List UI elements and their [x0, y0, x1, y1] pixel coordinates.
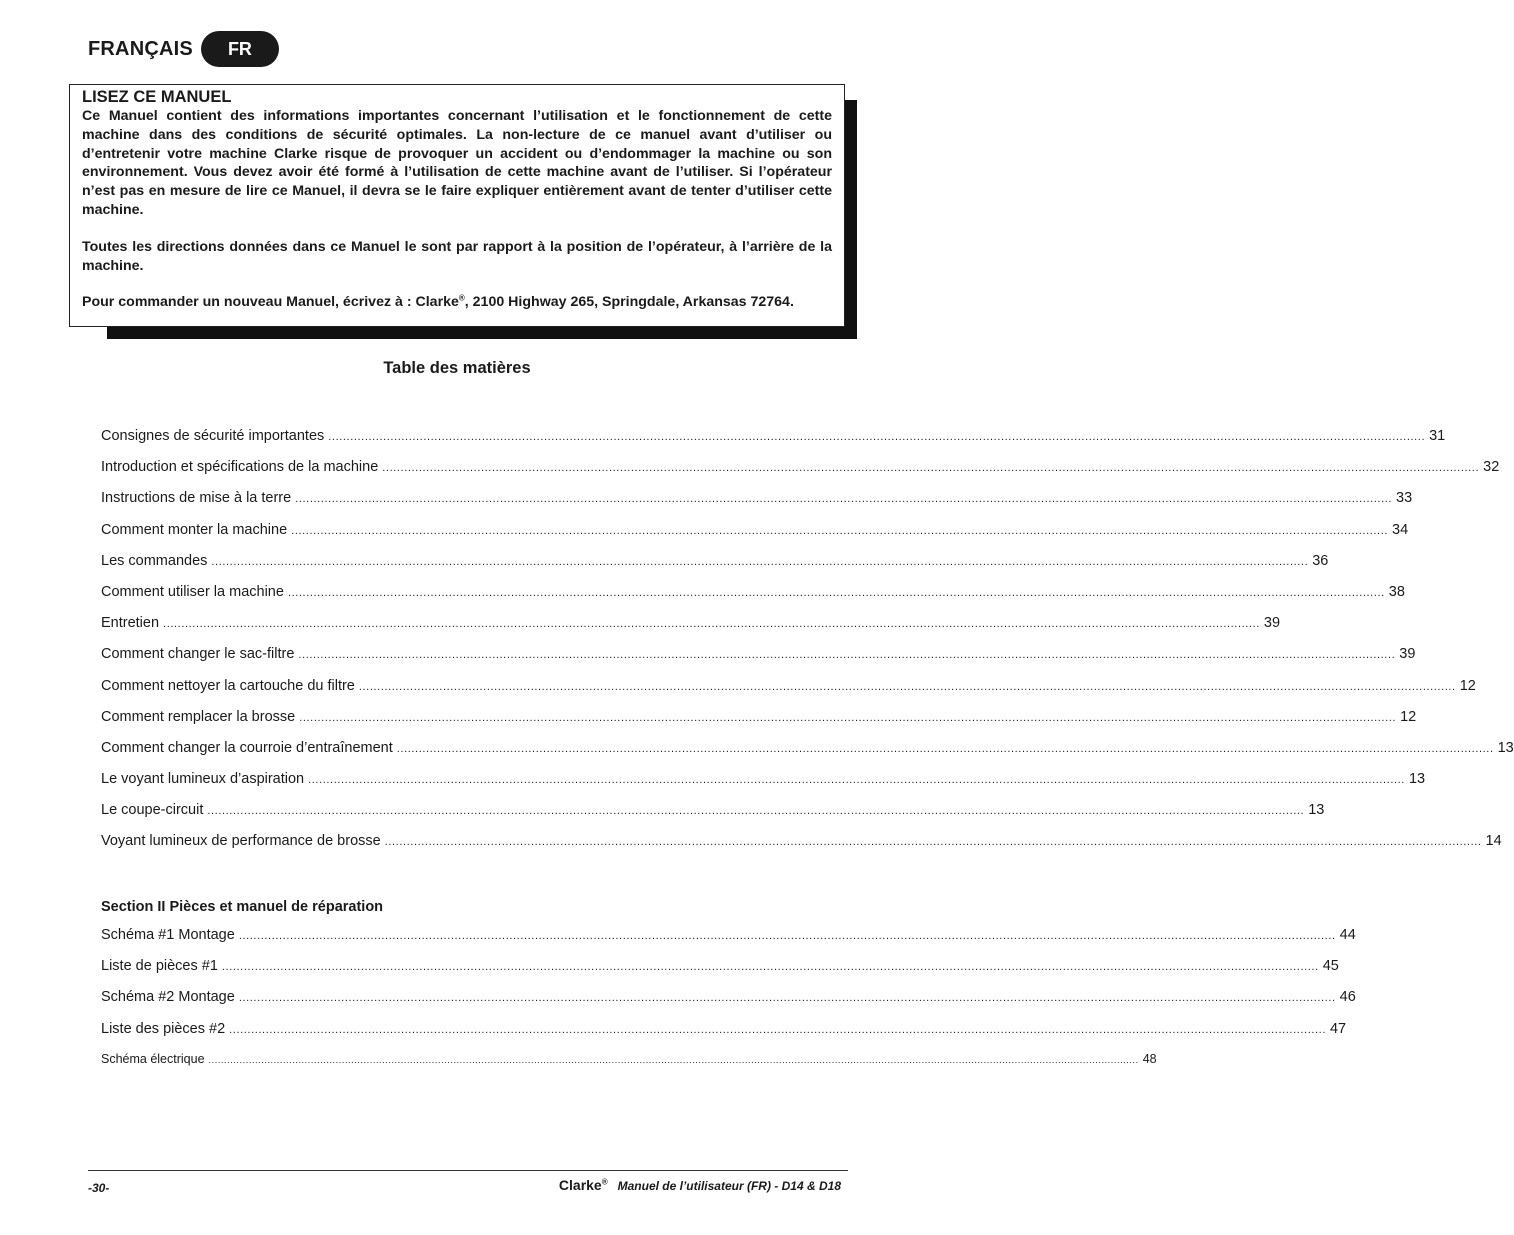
notice-paragraph-3 — [82, 293, 832, 312]
toc-entry-page: 46 — [1339, 989, 1356, 1006]
toc-entry-page: 33 — [1396, 490, 1413, 507]
toc-entry-title: Schéma #2 Montage — [101, 989, 235, 1006]
toc-entry-page: 14 — [1485, 833, 1502, 850]
toc-entry-title: Schéma électrique — [101, 1051, 205, 1066]
toc-entry-page: 13 — [1497, 739, 1514, 756]
toc-entry-page: 34 — [1392, 521, 1409, 538]
footer-manual-name: Manuel de l’utilisateur (FR) - D14 & D18 — [617, 1179, 841, 1193]
notice-title: LISEZ CE MANUEL — [82, 88, 232, 106]
toc-entry[interactable] — [101, 428, 1446, 459]
toc-entry[interactable] — [101, 677, 1476, 709]
toc-leader-dots: ............................................................................................................................................................................................................................................................................................................ — [211, 555, 1309, 568]
toc-entry[interactable] — [101, 459, 1500, 490]
toc-entry[interactable] — [101, 833, 1502, 864]
toc-leader-dots: ............................................................................................................................................................................................................................................................................................................ — [298, 649, 1396, 662]
toc-entry-title: Comment monter la machine — [101, 521, 288, 538]
toc-entry[interactable] — [101, 552, 1329, 584]
toc-entry[interactable] — [101, 615, 1281, 646]
toc-entry[interactable] — [101, 1020, 1347, 1052]
notice-paragraph-1: Ce Manuel contient des informations importantes concernant l’utilisation et le fonctionnement de cette machine dans des conditions de sécurité optimales. La non-lecture de ce manuel avant d’utiliser ou d’entretenir votre machine Clarke risque de provoquer un accident ou d’endommager la machine ou son environnement. Vous devez avoir été formé à l’utilisation de cette machine avant de l’utiliser. Si l’opérateur n’est pas en mesure de lire ce Manuel, il devra se le faire expliquer entièrement avant de tenter d’utiliser cette machine. — [82, 108, 832, 218]
toc-entry[interactable] — [101, 989, 1356, 1020]
toc-leader-dots: ............................................................................................................................................................................................................................................................................................................ — [396, 742, 1494, 755]
toc-entry[interactable] — [101, 708, 1417, 740]
read-manual-notice — [69, 84, 845, 327]
toc-entry-page: 13 — [1308, 802, 1325, 819]
toc-entry-title: Comment nettoyer la cartouche du filtre — [101, 677, 355, 694]
toc-leader-dots: ............................................................................................................................................................................................................................................................................................................ — [291, 524, 1389, 537]
toc-entry-title: Introduction et spécifications de la machine — [101, 459, 379, 476]
toc-entry-page: 12 — [1400, 708, 1417, 725]
toc-entry-title: Instructions de mise à la terre — [101, 490, 292, 507]
toc-entry-title: Comment utiliser la machine — [101, 583, 284, 600]
toc-leader-dots: ............................................................................................................................................................................................................................................................................................................ — [358, 680, 1456, 693]
toc-entry-title: Schéma #1 Montage — [101, 927, 235, 943]
toc-entry-title: Voyant lumineux de performance de brosse — [101, 833, 381, 850]
toc-leader-dots: ............................................................................................................................................................................................................................................................................................................ — [238, 992, 1336, 1005]
toc-entry[interactable] — [101, 490, 1413, 521]
toc-entry-page: 12 — [1459, 677, 1476, 694]
section-2-heading: Section II Pièces et manuel de réparation — [101, 899, 384, 915]
toc-entry-page: 44 — [1339, 927, 1356, 943]
toc-entry-title: Liste de pièces #1 — [101, 958, 218, 975]
toc-leader-dots: ............................................................................................................................................................................................................................................................................................................ — [287, 586, 1385, 599]
toc-leader-dots: ............................................................................................................................................................................................................................................................................................................ — [208, 1054, 1139, 1065]
toc-entry[interactable] — [101, 583, 1405, 615]
toc-list — [101, 428, 1514, 865]
toc-leader-dots: ............................................................................................................................................................................................................................................................................................................ — [384, 836, 1482, 849]
footer-page-number: -30- — [88, 1181, 110, 1195]
toc-entry-title: Consignes de sécurité importantes — [101, 428, 325, 444]
toc-entry-page: 38 — [1388, 583, 1405, 600]
toc-entry-page: 47 — [1329, 1020, 1347, 1037]
toc-entry-title: Le coupe-circuit — [101, 802, 204, 819]
footer-divider — [88, 1170, 848, 1171]
toc-leader-dots: ............................................................................................................................................................................................................................................................................................................ — [163, 618, 1260, 631]
toc-leader-dots: ............................................................................................................................................................................................................................................................................................................ — [221, 961, 1319, 974]
toc-entry[interactable] — [101, 739, 1514, 771]
toc-entry[interactable] — [101, 958, 1339, 989]
toc-entry-page: 13 — [1408, 771, 1426, 788]
toc-entry-page: 45 — [1322, 958, 1339, 975]
toc-entry-page: 36 — [1312, 552, 1329, 569]
toc-entry-page: 39 — [1399, 646, 1416, 663]
language-badge: FR — [201, 31, 279, 67]
toc-title: Table des matières — [383, 359, 531, 377]
toc-entry-page: 48 — [1142, 1051, 1157, 1066]
page-header — [88, 30, 279, 68]
toc-entry[interactable] — [101, 646, 1416, 677]
registered-mark: ® — [458, 293, 465, 303]
toc-entry-title: Comment remplacer la brosse — [101, 708, 296, 725]
footer-registered-mark: ® — [601, 1177, 608, 1187]
toc-entry[interactable] — [101, 1051, 1157, 1083]
toc-leader-dots: ............................................................................................................................................................................................................................................................................................................ — [238, 930, 1336, 942]
toc-entry[interactable] — [101, 521, 1409, 553]
toc-entry[interactable] — [101, 771, 1426, 802]
footer-brand: Clarke® — [558, 1177, 608, 1193]
notice-paragraph-2: Toutes les directions données dans ce Manuel le sont par rapport à la position de l’opérateur, à l’arrière de la machine. — [82, 238, 832, 274]
toc-entry-title: Les commandes — [101, 552, 208, 569]
toc-entry[interactable] — [101, 927, 1356, 958]
toc-leader-dots: ............................................................................................................................................................................................................................................................................................................ — [229, 1023, 1326, 1036]
toc-entry-page: 39 — [1263, 615, 1281, 632]
toc-entry-title: Comment changer la courroie d’entraînement — [101, 739, 393, 756]
toc-leader-dots: ............................................................................................................................................................................................................................................................................................................ — [299, 711, 1397, 724]
toc-leader-dots: ............................................................................................................................................................................................................................................................................................................ — [328, 431, 1426, 443]
toc-entry-title: Le voyant lumineux d’aspiration — [101, 771, 305, 788]
order-text: Pour commander un nouveau Manuel, écrivez à : Clarke — [82, 294, 459, 311]
toc-entry[interactable] — [101, 802, 1325, 833]
order-address: , 2100 Highway 265, Springdale, Arkansas 72764. — [464, 294, 794, 311]
toc-entry-title: Entretien — [101, 615, 160, 632]
toc-leader-dots: ............................................................................................................................................................................................................................................................................................................ — [207, 805, 1305, 818]
toc-leader-dots: ............................................................................................................................................................................................................................................................................................................ — [382, 462, 1480, 475]
toc-list-section-2 — [101, 927, 1356, 1083]
toc-leader-dots: ............................................................................................................................................................................................................................................................................................................ — [308, 774, 1405, 787]
language-title: FRANÇAIS — [88, 37, 193, 60]
toc-entry-title: Comment changer le sac-filtre — [101, 646, 295, 663]
toc-entry-title: Liste des pièces #2 — [101, 1020, 226, 1037]
toc-entry-page: 31 — [1429, 428, 1446, 444]
footer-title — [559, 1177, 841, 1193]
toc-leader-dots: ............................................................................................................................................................................................................................................................................................................ — [295, 493, 1393, 506]
toc-entry-page: 32 — [1483, 459, 1500, 476]
